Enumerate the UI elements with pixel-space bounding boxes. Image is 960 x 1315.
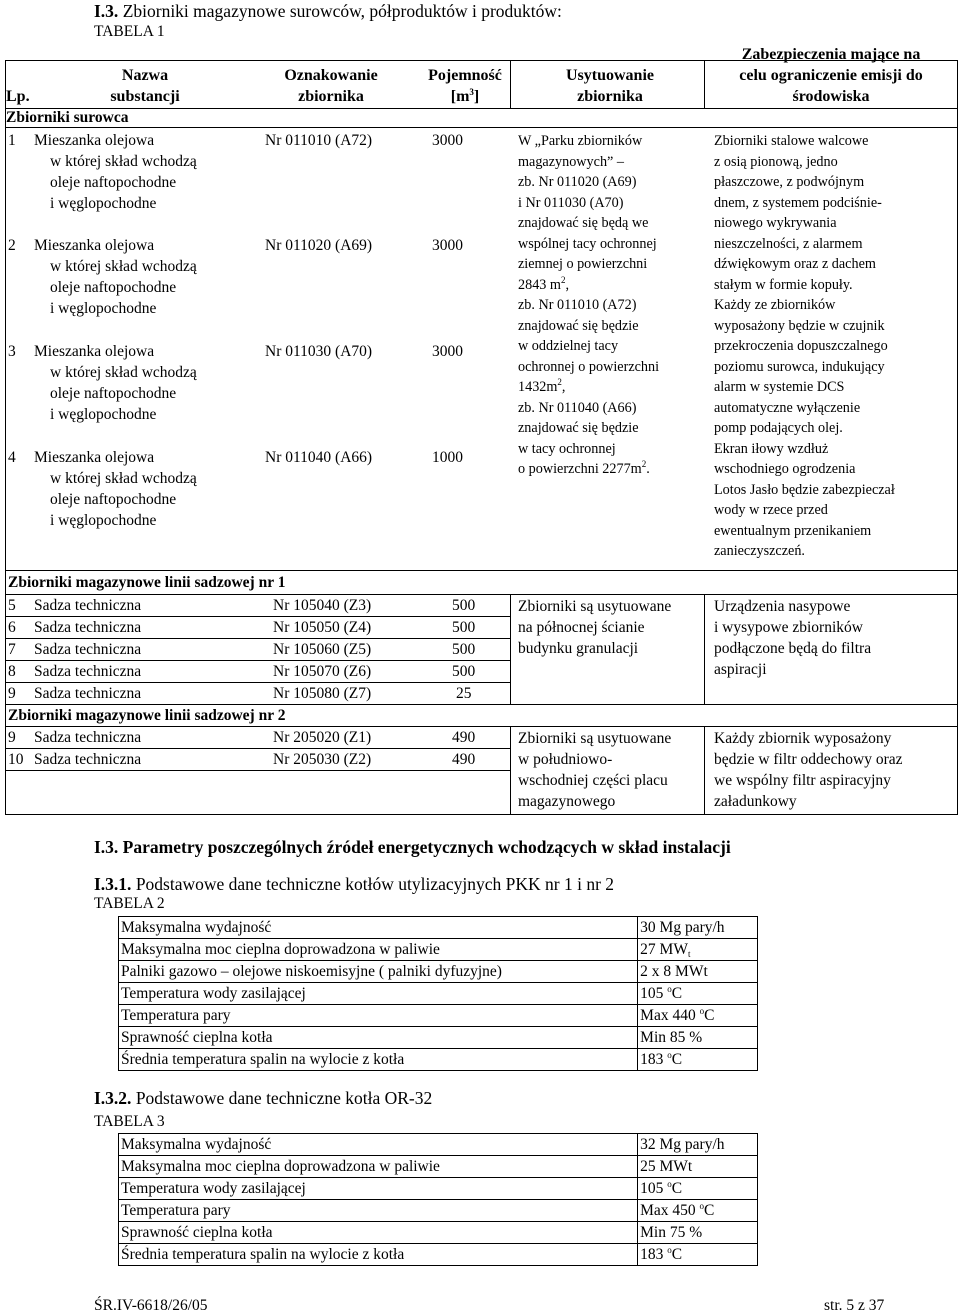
- soot2-protection-text: Każdy zbiornik wyposażony będzie w filtr oddechowy oraz we wspólny filtr aspiracyjny załadunkowy: [714, 730, 903, 810]
- header-name: Nazwa substancji: [110, 67, 180, 105]
- header-lp: Lp.: [6, 88, 30, 105]
- table-row: Maksymalna wydajność 30 Mg pary/h: [119, 917, 758, 939]
- table-row: Temperatura pary Max 440 $^o$C: [119, 1005, 758, 1027]
- table-2-label: TABELA 2: [94, 895, 165, 912]
- section-soot-line-1: Zbiorniki magazynowe linii sadzowej nr 1: [8, 574, 286, 591]
- footer-page-number: str. 5 z 37: [824, 1297, 885, 1314]
- soot1-protection-text: Urządzenia nasypowe i wysypowe zbiorników podłączone będą do filtra aspiracji: [714, 598, 872, 678]
- header-tank-id: Oznakowanie zbiornika: [284, 67, 378, 105]
- table-row: Palniki gazowo – olejowe niskoemisyjne ( palniki dyfuzyjne) 2 x 8 MWt: [119, 961, 758, 983]
- table-1-label: TABELA 1: [94, 23, 165, 40]
- header-capacity: Pojemność $[m^3]$: [428, 67, 502, 105]
- section-i3-title: I.3. Parametry poszczególnych źródeł energetycznych wchodzących w skład instalacji: [94, 837, 731, 857]
- section-soot-line-2: Zbiorniki magazynowe linii sadzowej nr 2: [8, 707, 286, 724]
- header-protection: Zabezpieczenia mające na celu ograniczenie emisji do środowiska: [739, 46, 923, 105]
- soot1-location-text: Zbiorniki są usytuowane na północnej ścianie budynku granulacji: [518, 598, 672, 657]
- table-row: Temperatura pary Max 450 $^o$C: [119, 1200, 758, 1222]
- table-row: Maksymalna moc cieplna doprowadzona w paliwie 25 MWt: [119, 1156, 758, 1178]
- table-row: Maksymalna moc cieplna doprowadzona w paliwie 27 $MW_t$: [119, 939, 758, 961]
- table-row: Temperatura wody zasilającej 105 $^o$C: [119, 983, 758, 1005]
- table-row: Sprawność cieplna kotła Min 85 %: [119, 1027, 758, 1049]
- table-row: Sprawność cieplna kotła Min 75 %: [119, 1222, 758, 1244]
- section-heading: I.3. Zbiorniki magazynowe surowców, półproduktów i produktów:: [94, 1, 562, 21]
- table-row: Średnia temperatura spalin na wylocie z kotła 183 $^o$C: [119, 1049, 758, 1071]
- footer-document-id: ŚR.IV-6618/26/05: [94, 1297, 208, 1314]
- table-3-label: TABELA 3: [94, 1113, 165, 1130]
- table-2: [118, 916, 758, 1071]
- section-i32-title: I.3.2. Podstawowe dane techniczne kotła OR-32: [94, 1088, 433, 1108]
- soot2-location-text: Zbiorniki są usytuowane w południowo- wschodniej części placu magazynowego: [518, 730, 672, 810]
- section-raw-tanks: Zbiorniki surowca: [6, 109, 129, 126]
- section-i31-title: I.3.1. Podstawowe dane techniczne kotłów utylizacyjnych PKK nr 1 i nr 2: [94, 874, 615, 894]
- raw-protection-text: Zbiorniki stalowe walcowe z osią pionową, jedno płaszczowe, z podwójnym dnem, z systemem podciśnie- niowego wykrywania nieszczelności, z alarmem dźwiękowym oraz z dachem stałym w formie kopuły. Każdy ze zbiorników wyposażony będzie w czujnik przekroczenia dopuszczalnego poziomu surowca, indukujący alarm w systemie DCS automatyczne wyłączenie pomp podających olej. Ekran iłowy wzdłuż wschodniego ogrodzenia Lotos Jasło będzie zabezpieczał wody w rzece przed ewentualnym przenikaniem zanieczyszczeń.: [714, 133, 895, 559]
- table-row: Maksymalna wydajność 32 Mg pary/h: [119, 1134, 758, 1156]
- table-row: Średnia temperatura spalin na wylocie z kotła 183 $^o$C: [119, 1244, 758, 1266]
- table-row: Temperatura wody zasilającej 105 $^o$C: [119, 1178, 758, 1200]
- header-location: Usytuowanie zbiornika: [565, 67, 654, 105]
- raw-location-text: W „Parku zbiorników magazynowych” – zb. Nr 011020 (A69) i Nr 011030 (A70) znajdować się będą we wspólnej tacy ochronnej ziemnej o powierzchni 2843 $m^2$, zb. Nr 011010 (A72) znajdować się będzie w oddzielnej tacy ochronnej o powierzchni $1432m^2$, zb. Nr 011040 (A66) znajdować się będzie w tacy ochronnej o powierzchni $2277m^2$.: [518, 133, 660, 477]
- table-3: [118, 1133, 758, 1266]
